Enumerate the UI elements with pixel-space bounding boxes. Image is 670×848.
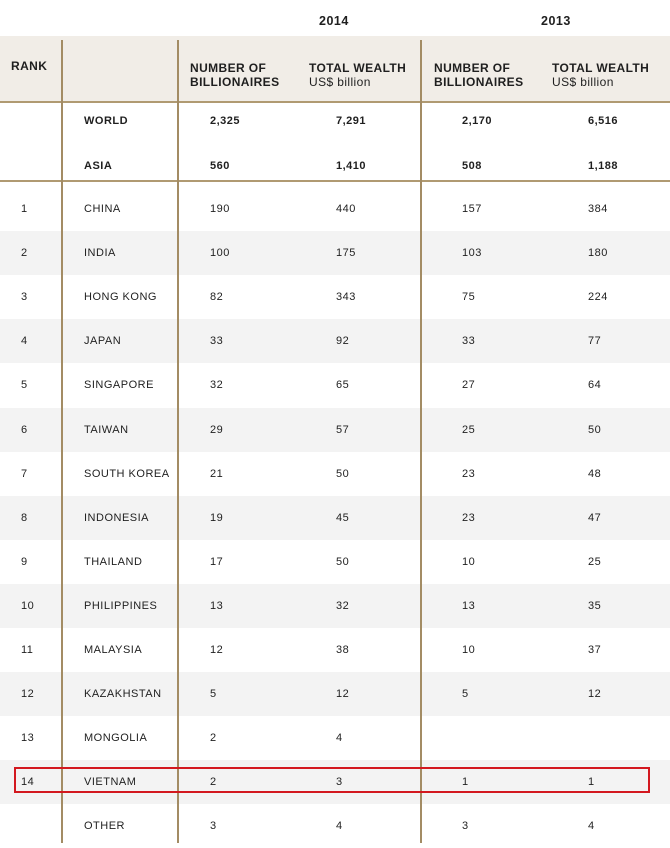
value-cell: 100 <box>210 247 230 259</box>
value-cell: 343 <box>336 291 356 303</box>
country-cell: MALAYSIA <box>84 644 143 656</box>
billionaires-2014-header: NUMBER OF BILLIONAIRES <box>190 61 280 89</box>
column-divider <box>177 40 179 843</box>
value-cell: 180 <box>588 247 608 259</box>
country-cell: JAPAN <box>84 335 122 347</box>
value-cell: 19 <box>210 512 224 524</box>
summary-value: 6,516 <box>588 115 619 127</box>
rank-cell: 13 <box>21 732 35 744</box>
value-cell: 1 <box>588 776 595 788</box>
rank-cell: 14 <box>21 776 35 788</box>
rank-cell: 1 <box>21 203 28 215</box>
value-cell: 25 <box>462 424 476 436</box>
summary-label: WORLD <box>84 115 129 127</box>
value-cell: 5 <box>462 688 469 700</box>
country-cell: HONG KONG <box>84 291 157 303</box>
value-cell: 38 <box>336 644 350 656</box>
country-cell: CHINA <box>84 203 121 215</box>
value-cell: 25 <box>588 556 602 568</box>
value-cell: 48 <box>588 468 602 480</box>
wealth-2014-header: TOTAL WEALTH US$ billion <box>309 61 407 89</box>
summary-value: 2,170 <box>462 115 493 127</box>
country-cell: VIETNAM <box>84 776 137 788</box>
value-cell: 92 <box>336 335 350 347</box>
value-cell: 440 <box>336 203 356 215</box>
value-cell: 12 <box>210 644 224 656</box>
wealth-2013-header: TOTAL WEALTH US$ billion <box>552 61 650 89</box>
value-cell: 33 <box>210 335 224 347</box>
value-cell: 23 <box>462 468 476 480</box>
rank-cell: 11 <box>21 644 34 656</box>
value-cell: 2 <box>210 776 217 788</box>
column-divider <box>61 40 63 843</box>
rank-cell: 10 <box>21 600 35 612</box>
value-cell: 5 <box>210 688 217 700</box>
country-cell: MONGOLIA <box>84 732 148 744</box>
column-divider <box>420 40 422 843</box>
country-cell: TAIWAN <box>84 424 129 436</box>
value-cell: 175 <box>336 247 356 259</box>
rank-column-header: RANK <box>11 59 48 73</box>
value-cell: 37 <box>588 644 602 656</box>
rank-cell: 4 <box>21 335 28 347</box>
value-cell: 157 <box>462 203 482 215</box>
rank-cell: 12 <box>21 688 35 700</box>
rank-cell: 2 <box>21 247 28 259</box>
summary-bottom-rule <box>0 180 670 182</box>
value-cell: 103 <box>462 247 482 259</box>
value-cell: 12 <box>336 688 350 700</box>
summary-value: 560 <box>210 160 230 172</box>
value-cell: 224 <box>588 291 608 303</box>
value-cell: 33 <box>462 335 476 347</box>
value-cell: 32 <box>210 379 224 391</box>
country-cell: SINGAPORE <box>84 379 154 391</box>
summary-value: 508 <box>462 160 482 172</box>
value-cell: 75 <box>462 291 476 303</box>
rank-cell: 6 <box>21 424 28 436</box>
value-cell: 4 <box>336 820 343 832</box>
value-cell: 35 <box>588 600 602 612</box>
value-cell: 50 <box>336 556 350 568</box>
vietnam-row-highlight <box>14 767 650 793</box>
year-2013-heading: 2013 <box>541 14 571 28</box>
value-cell: 384 <box>588 203 608 215</box>
value-cell: 1 <box>462 776 469 788</box>
year-2014-heading: 2014 <box>319 14 349 28</box>
rank-cell: 3 <box>21 291 28 303</box>
rank-cell: 9 <box>21 556 28 568</box>
value-cell: 3 <box>462 820 469 832</box>
summary-value: 2,325 <box>210 115 241 127</box>
country-cell: INDIA <box>84 247 116 259</box>
value-cell: 13 <box>210 600 224 612</box>
country-cell: THAILAND <box>84 556 143 568</box>
value-cell: 10 <box>462 556 476 568</box>
value-cell: 23 <box>462 512 476 524</box>
header-bottom-rule <box>0 101 670 103</box>
value-cell: 3 <box>210 820 217 832</box>
value-cell: 4 <box>588 820 595 832</box>
value-cell: 10 <box>462 644 476 656</box>
rank-cell: 5 <box>21 379 28 391</box>
summary-label: ASIA <box>84 160 113 172</box>
value-cell: 2 <box>210 732 217 744</box>
country-cell: OTHER <box>84 820 125 832</box>
country-cell: KAZAKHSTAN <box>84 688 162 700</box>
country-cell: INDONESIA <box>84 512 150 524</box>
summary-value: 7,291 <box>336 115 367 127</box>
value-cell: 50 <box>588 424 602 436</box>
summary-value: 1,410 <box>336 160 367 172</box>
value-cell: 3 <box>336 776 343 788</box>
value-cell: 50 <box>336 468 350 480</box>
summary-value: 1,188 <box>588 160 619 172</box>
value-cell: 32 <box>336 600 350 612</box>
country-cell: SOUTH KOREA <box>84 468 170 480</box>
value-cell: 45 <box>336 512 350 524</box>
value-cell: 29 <box>210 424 224 436</box>
value-cell: 47 <box>588 512 602 524</box>
value-cell: 27 <box>462 379 476 391</box>
value-cell: 17 <box>210 556 224 568</box>
value-cell: 64 <box>588 379 602 391</box>
value-cell: 57 <box>336 424 350 436</box>
value-cell: 13 <box>462 600 476 612</box>
rank-cell: 7 <box>21 468 28 480</box>
value-cell: 190 <box>210 203 230 215</box>
value-cell: 77 <box>588 335 602 347</box>
value-cell: 21 <box>210 468 224 480</box>
value-cell: 4 <box>336 732 343 744</box>
value-cell: 65 <box>336 379 350 391</box>
country-cell: PHILIPPINES <box>84 600 158 612</box>
value-cell: 12 <box>588 688 602 700</box>
value-cell: 82 <box>210 291 224 303</box>
rank-cell: 8 <box>21 512 28 524</box>
billionaires-2013-header: NUMBER OF BILLIONAIRES <box>434 61 524 89</box>
